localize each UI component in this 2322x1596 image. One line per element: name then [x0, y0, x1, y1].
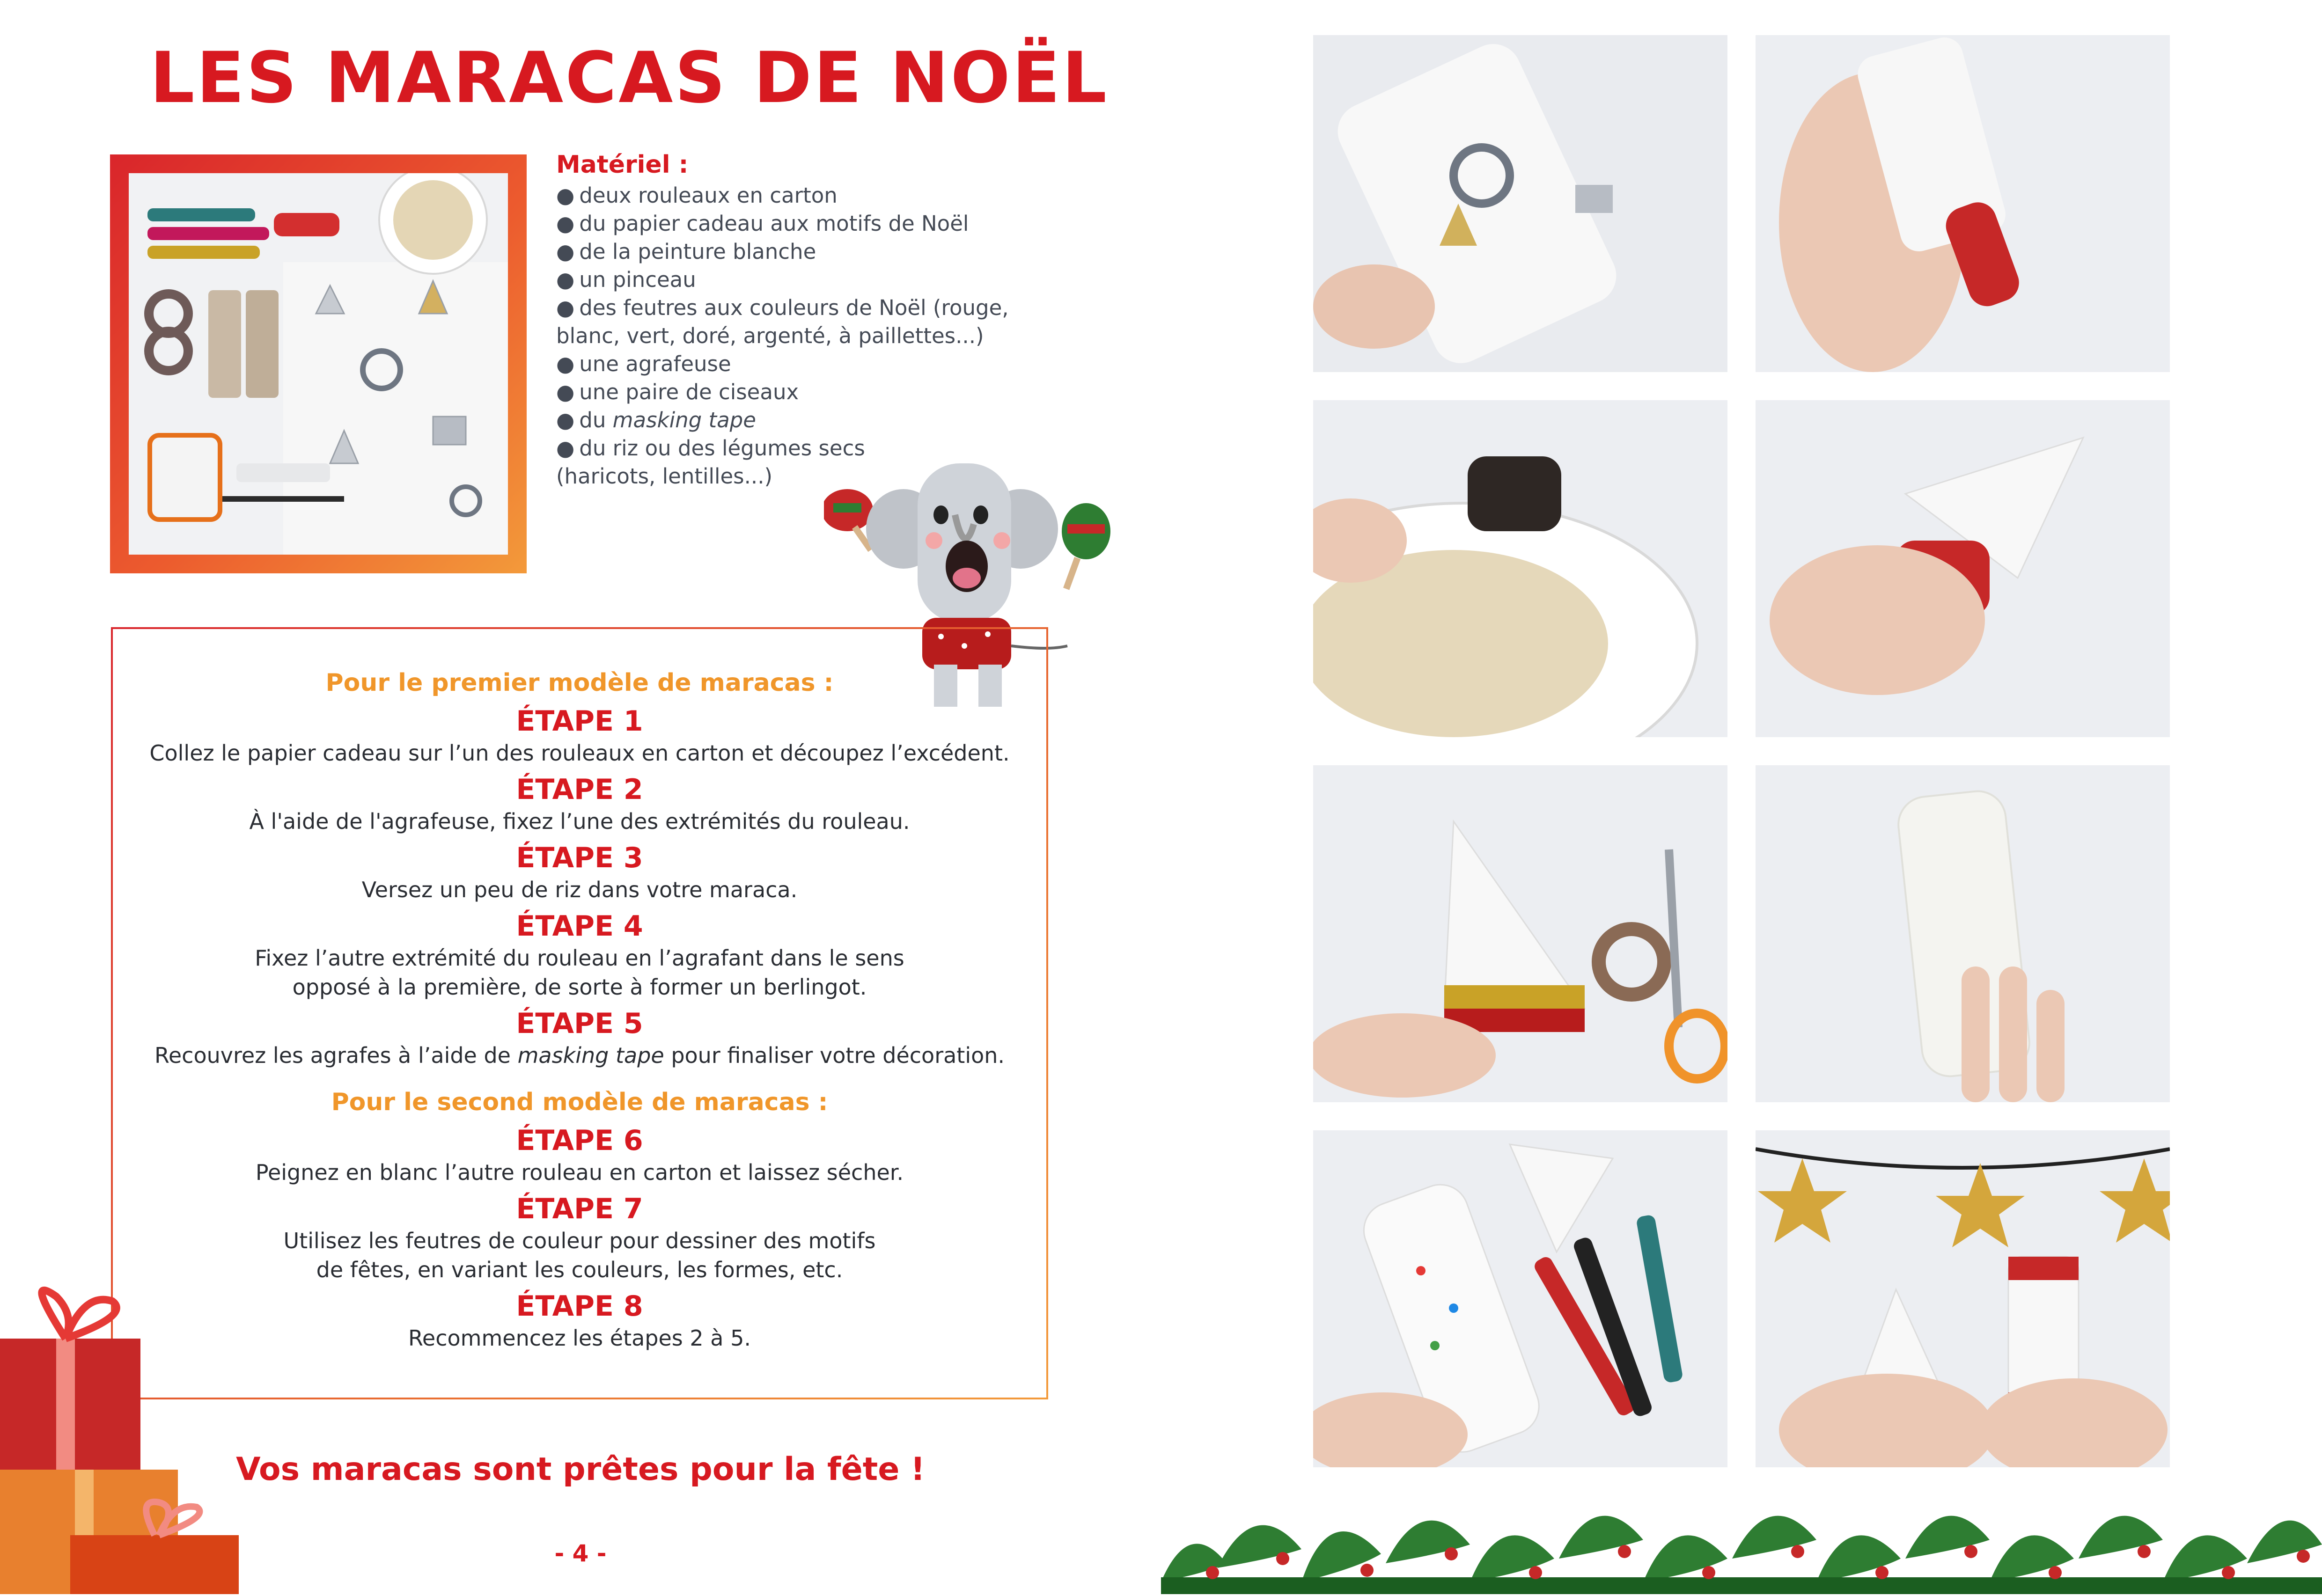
step-text: À l'aide de l'agrafeuse, fixez l’une des extrémités du rouleau. — [249, 809, 910, 834]
step-text: Utilisez les feutres de couleur pour dessiner des motifs de fêtes, en variant les couleurs, les formes, etc. — [283, 1228, 876, 1282]
step-text: Versez un peu de riz dans votre maraca. — [361, 877, 798, 902]
step-label: ÉTAPE 1 — [516, 705, 643, 738]
step-photo-4 — [1756, 400, 2170, 737]
step-label: ÉTAPE 2 — [516, 773, 643, 806]
step-photo-1 — [1313, 35, 1727, 372]
step-label: ÉTAPE 3 — [516, 842, 643, 874]
step-photo-6 — [1756, 765, 2170, 1102]
step-label: ÉTAPE 4 — [516, 910, 643, 943]
step-text: Recommencez les étapes 2 à 5. — [408, 1325, 751, 1351]
materials-photo-frame — [110, 154, 527, 573]
step-3 — [113, 841, 1046, 904]
materials-item: ● du riz ou des légumes secs — [556, 436, 865, 461]
materials-item: ● de la peinture blanche — [556, 239, 816, 264]
materials-item-continuation: blanc, vert, doré, argenté, à paillettes...) — [556, 323, 984, 348]
materials-list — [556, 182, 1038, 491]
step-text: Peignez en blanc l’autre rouleau en carton et laissez sécher. — [255, 1160, 904, 1185]
step-photo-2 — [1756, 35, 2170, 372]
step-photo-3 — [1313, 400, 1727, 737]
materials-item: ● du masking tape — [556, 408, 756, 432]
conclusion-text: Vos maracas sont prêtes pour la fête ! — [235, 1451, 926, 1488]
steps-content — [113, 666, 1046, 1353]
materials-item-continuation: (haricots, lentilles...) — [556, 464, 773, 489]
step-label: ÉTAPE 8 — [516, 1290, 643, 1323]
step-photo-8 — [1756, 1130, 2170, 1467]
section-heading-first-model: Pour le premier modèle de maracas : — [325, 669, 834, 697]
step-6 — [113, 1123, 1046, 1187]
step-label: ÉTAPE 5 — [516, 1007, 643, 1040]
step-label: ÉTAPE 7 — [516, 1193, 643, 1225]
step-label: ÉTAPE 6 — [516, 1124, 643, 1157]
materials-item: ● des feutres aux couleurs de Noël (rouge, — [556, 295, 1009, 320]
step-photo-5 — [1313, 765, 1727, 1102]
step-5 — [113, 1006, 1046, 1070]
page-number: - 4 - — [554, 1540, 607, 1567]
section-heading-second-model: Pour le second modèle de maracas : — [331, 1088, 828, 1116]
right-page — [1161, 0, 2322, 1594]
materials-item: ● du papier cadeau aux motifs de Noël — [556, 211, 969, 236]
left-page — [0, 0, 1161, 1594]
materials-heading: Matériel : — [556, 151, 689, 179]
materials-section — [556, 151, 1038, 491]
holly-garland-illustration — [1161, 1442, 2322, 1594]
materials-item: ● deux rouleaux en carton — [556, 183, 838, 208]
step-2 — [113, 772, 1046, 836]
materials-item: ● un pinceau — [556, 267, 696, 292]
page-title: LES MARACAS DE NOËL — [150, 37, 1109, 119]
materials-item: ● une agrafeuse — [556, 351, 731, 376]
step-text: Recouvrez les agrafes à l’aide de masking tape pour finaliser votre décoration. — [154, 1043, 1005, 1068]
materials-photo — [129, 173, 508, 555]
step-text: Collez le papier cadeau sur l’un des rouleaux en carton et découpez l’excédent. — [149, 740, 1010, 766]
step-photo-7 — [1313, 1130, 1727, 1467]
materials-item: ● une paire de ciseaux — [556, 380, 799, 404]
step-text: Fixez l’autre extrémité du rouleau en l’agrafant dans le sens opposé à la première, de sorte à former un berlingot. — [255, 945, 904, 1000]
step-1 — [113, 704, 1046, 768]
step-4 — [113, 909, 1046, 1002]
